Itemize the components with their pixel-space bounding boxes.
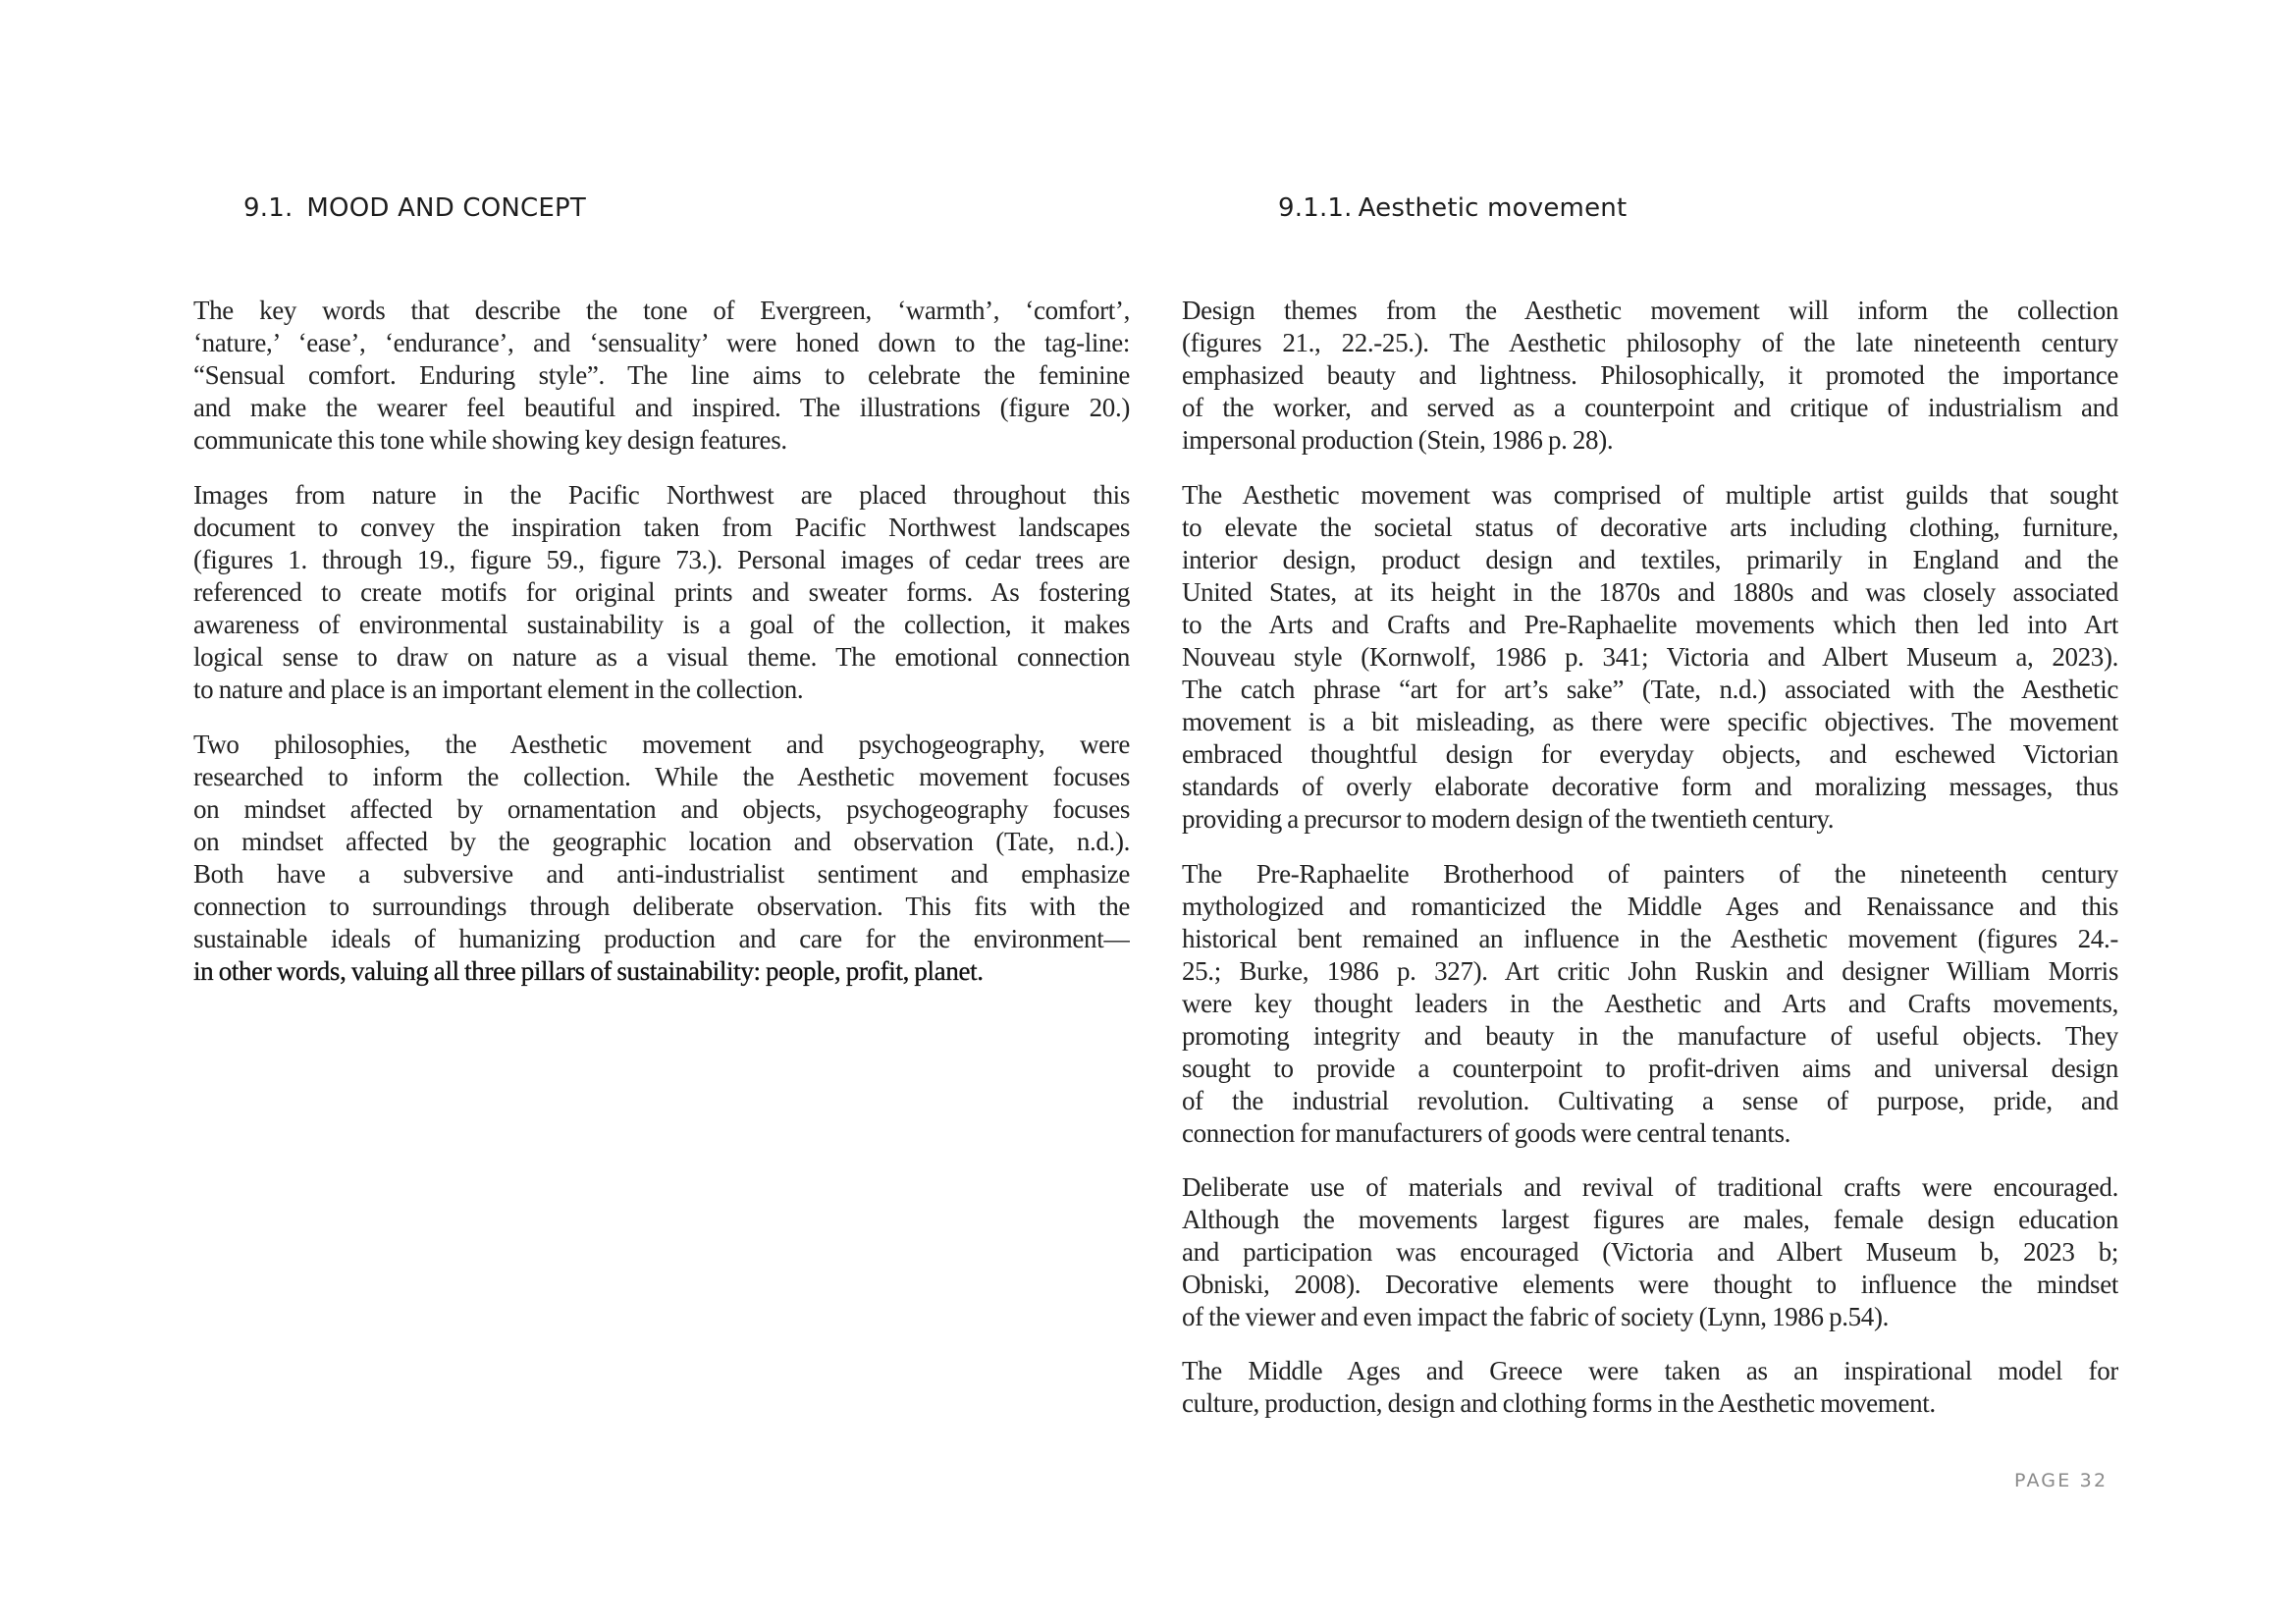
text-line: on mindset affected by ornamentation and objects, psychogeography focuses: [193, 794, 1130, 824]
text-line: (figures 1. through 19., figure 59., figure 73.). Personal images of cedar trees are: [193, 545, 1130, 574]
page-number: PAGE 32: [2014, 1470, 2109, 1491]
text-line: Both have a subversive and anti-industrialist sentiment and emphasize: [193, 859, 1130, 889]
text-line: on mindset affected by the geographic location and observation (Tate, n.d.).: [193, 827, 1130, 856]
text-line: United States, at its height in the 1870s and 1880s and was closely associated: [1182, 577, 2118, 607]
text-line: culture, production, design and clothing forms in the Aesthetic movement.: [1182, 1388, 1936, 1418]
text-line: Two philosophies, the Aesthetic movement and psychogeography, were: [193, 730, 1130, 759]
text-line: promoting integrity and beauty in the manufacture of useful objects. They: [1182, 1021, 2118, 1051]
text-line: Nouveau style (Kornwolf, 1986 p. 341; Victoria and Albert Museum a, 2023).: [1182, 642, 2118, 672]
text-line: mythologized and romanticized the Middle Ages and Renaissance and this: [1182, 892, 2118, 921]
text-line: and participation was encouraged (Victoria and Albert Museum b, 2023 b;: [1182, 1237, 2118, 1267]
section-heading-aesthetic-movement: [1278, 193, 1627, 223]
text-line: The Aesthetic movement was comprised of multiple artist guilds that sought: [1182, 480, 2118, 510]
body-paragraph: [1182, 479, 2118, 836]
text-line: connection for manufacturers of goods were central tenants.: [1182, 1118, 1791, 1148]
text-line: historical bent remained an influence in the Aesthetic movement (figures 24.-: [1182, 924, 2118, 953]
text-line: impersonal production (Stein, 1986 p. 28).: [1182, 425, 1614, 455]
text-line: movement is a bit misleading, as there were specific objectives. The movement: [1182, 707, 2118, 736]
body-paragraph: [1182, 1355, 2118, 1420]
text-line: awareness of environmental sustainability is a goal of the collection, it makes: [193, 610, 1130, 639]
text-line: emphasized beauty and lightness. Philosophically, it promoted the importance: [1182, 360, 2118, 390]
body-paragraph: [193, 729, 1130, 988]
text-line: The catch phrase “art for art’s sake” (Tate, n.d.) associated with the Aesthetic: [1182, 675, 2118, 704]
text-line: standards of overly elaborate decorative form and moralizing messages, thus: [1182, 772, 2118, 801]
text-line: logical sense to draw on nature as a visual theme. The emotional connection: [193, 642, 1130, 672]
text-line: were key thought leaders in the Aesthetic and Arts and Crafts movements,: [1182, 989, 2118, 1018]
text-line: to elevate the societal status of decorative arts including clothing, furniture,: [1182, 513, 2118, 542]
text-line: of the viewer and even impact the fabric of society (Lynn, 1986 p.54).: [1182, 1302, 1890, 1331]
text-line: in other words, valuing all three pillars of sustainability: people, profit, planet.: [193, 956, 984, 986]
section-title: Aesthetic movement: [1358, 193, 1628, 223]
text-line: sought to provide a counterpoint to profit-driven aims and universal design: [1182, 1054, 2118, 1083]
text-line: document to convey the inspiration taken from Pacific Northwest landscapes: [193, 513, 1130, 542]
text-line: Deliberate use of materials and revival of traditional crafts were encouraged.: [1182, 1172, 2118, 1202]
text-line: 25.; Burke, 1986 p. 327). Art critic John Ruskin and designer William Morris: [1182, 956, 2118, 986]
text-line: researched to inform the collection. While the Aesthetic movement focuses: [193, 762, 1130, 791]
text-line: of the worker, and served as a counterpoint and critique of industrialism and: [1182, 393, 2118, 422]
body-paragraph: [1182, 1171, 2118, 1333]
section-number: 9.1.: [243, 193, 294, 223]
body-paragraph: [193, 295, 1130, 457]
text-line: Although the movements largest figures are males, female design education: [1182, 1205, 2118, 1234]
body-paragraph: [193, 479, 1130, 706]
text-line: Obniski, 2008). Decorative elements were thought to influence the mindset: [1182, 1270, 2118, 1299]
text-line: to the Arts and Crafts and Pre-Raphaelite movements which then led into Art: [1182, 610, 2118, 639]
text-line: The Middle Ages and Greece were taken as an inspirational model for: [1182, 1356, 2118, 1385]
body-paragraph: [1182, 295, 2118, 457]
body-paragraph: [1182, 858, 2118, 1150]
text-line: to nature and place is an important element in the collection.: [193, 675, 804, 704]
text-line: providing a precursor to modern design of the twentieth century.: [1182, 804, 1835, 834]
text-line: “Sensual comfort. Enduring style”. The line aims to celebrate the feminine: [193, 360, 1130, 390]
text-line: The Pre-Raphaelite Brotherhood of painters of the nineteenth century: [1182, 859, 2118, 889]
text-line: ‘nature,’ ‘ease’, ‘endurance’, and ‘sensuality’ were honed down to the tag-line:: [193, 328, 1130, 357]
text-line: connection to surroundings through deliberate observation. This fits with the: [193, 892, 1130, 921]
text-line: referenced to create motifs for original prints and sweater forms. As fostering: [193, 577, 1130, 607]
text-line: interior design, product design and textiles, primarily in England and the: [1182, 545, 2118, 574]
text-line: and make the wearer feel beautiful and inspired. The illustrations (figure 20.): [193, 393, 1130, 422]
text-line: communicate this tone while showing key design features.: [193, 425, 787, 455]
text-line: sustainable ideals of humanizing production and care for the environment—: [193, 924, 1130, 953]
section-title: MOOD AND CONCEPT: [306, 193, 587, 223]
section-heading-mood-and-concept: [243, 193, 586, 223]
text-line: The key words that describe the tone of Evergreen, ‘warmth’, ‘comfort’,: [193, 296, 1130, 325]
text-line: Images from nature in the Pacific Northwest are placed throughout this: [193, 480, 1130, 510]
section-number: 9.1.1.: [1278, 193, 1353, 223]
text-line: embraced thoughtful design for everyday objects, and eschewed Victorian: [1182, 739, 2118, 769]
text-line: of the industrial revolution. Cultivating a sense of purpose, pride, and: [1182, 1086, 2118, 1115]
text-line: (figures 21., 22.-25.). The Aesthetic philosophy of the late nineteenth century: [1182, 328, 2118, 357]
text-line: Design themes from the Aesthetic movement will inform the collection: [1182, 296, 2118, 325]
